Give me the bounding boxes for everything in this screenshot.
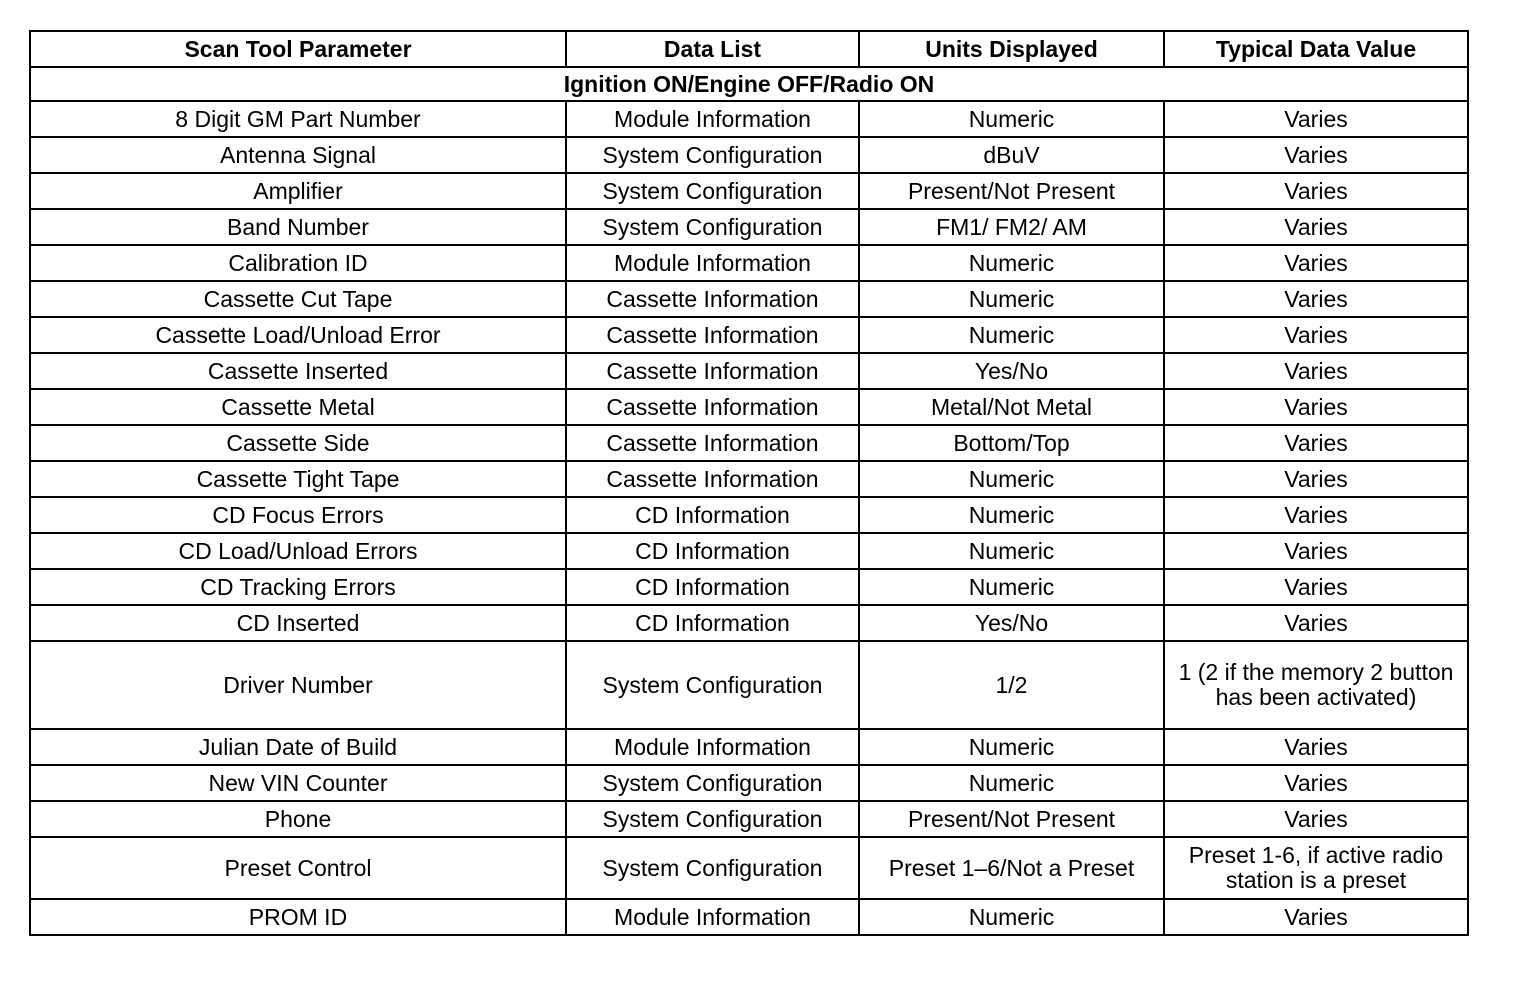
cell-scan-tool-parameter: Cassette Side [30, 425, 566, 461]
table-row [30, 729, 1468, 765]
scan-tool-data-table-container [29, 30, 1467, 936]
cell-typical-data-value: Varies [1164, 173, 1468, 209]
cell-data-list: CD Information [566, 605, 859, 641]
cell-data-list: Cassette Information [566, 425, 859, 461]
cell-data-list: System Configuration [566, 801, 859, 837]
cell-units-displayed: Metal/Not Metal [859, 389, 1164, 425]
cell-typical-data-value: Varies [1164, 605, 1468, 641]
cell-data-list: Module Information [566, 101, 859, 137]
cell-data-list: Cassette Information [566, 461, 859, 497]
header-scan-tool-parameter: Scan Tool Parameter [30, 31, 566, 67]
cell-units-displayed: Numeric [859, 317, 1164, 353]
table-row [30, 461, 1468, 497]
cell-units-displayed: Present/Not Present [859, 173, 1164, 209]
cell-units-displayed: Numeric [859, 497, 1164, 533]
cell-scan-tool-parameter: PROM ID [30, 899, 566, 935]
cell-scan-tool-parameter: 8 Digit GM Part Number [30, 101, 566, 137]
table-row [30, 801, 1468, 837]
cell-units-displayed: Numeric [859, 101, 1164, 137]
table-row [30, 281, 1468, 317]
cell-data-list: System Configuration [566, 837, 859, 899]
cell-typical-data-value: Varies [1164, 533, 1468, 569]
header-units-displayed: Units Displayed [859, 31, 1164, 67]
table-row [30, 101, 1468, 137]
table-row [30, 353, 1468, 389]
cell-typical-data-value: Varies [1164, 899, 1468, 935]
table-row [30, 899, 1468, 935]
cell-scan-tool-parameter: CD Tracking Errors [30, 569, 566, 605]
table-row [30, 425, 1468, 461]
cell-scan-tool-parameter: Cassette Inserted [30, 353, 566, 389]
cell-typical-data-value: Varies [1164, 765, 1468, 801]
table-row [30, 245, 1468, 281]
cell-units-displayed: Numeric [859, 899, 1164, 935]
cell-scan-tool-parameter: New VIN Counter [30, 765, 566, 801]
cell-typical-data-value: Varies [1164, 353, 1468, 389]
cell-data-list: Module Information [566, 899, 859, 935]
cell-typical-data-value: Varies [1164, 425, 1468, 461]
cell-data-list: CD Information [566, 533, 859, 569]
table-row [30, 765, 1468, 801]
table-row [30, 605, 1468, 641]
cell-units-displayed: 1/2 [859, 641, 1164, 729]
cell-units-displayed: Preset 1–6/Not a Preset [859, 837, 1164, 899]
cell-scan-tool-parameter: CD Load/Unload Errors [30, 533, 566, 569]
cell-units-displayed: Yes/No [859, 353, 1164, 389]
cell-typical-data-value: Varies [1164, 137, 1468, 173]
cell-units-displayed: dBuV [859, 137, 1164, 173]
cell-typical-data-value: 1 (2 if the memory 2 button has been activated) [1164, 641, 1468, 729]
header-row [30, 31, 1468, 67]
table-body [30, 101, 1468, 935]
table-row [30, 209, 1468, 245]
cell-units-displayed: Numeric [859, 461, 1164, 497]
cell-typical-data-value: Varies [1164, 389, 1468, 425]
cell-scan-tool-parameter: Julian Date of Build [30, 729, 566, 765]
cell-scan-tool-parameter: Amplifier [30, 173, 566, 209]
cell-units-displayed: Numeric [859, 281, 1164, 317]
cell-scan-tool-parameter: CD Inserted [30, 605, 566, 641]
cell-typical-data-value: Preset 1-6, if active radio station is a preset [1164, 837, 1468, 899]
cell-data-list: Cassette Information [566, 317, 859, 353]
cell-scan-tool-parameter: Calibration ID [30, 245, 566, 281]
cell-scan-tool-parameter: Preset Control [30, 837, 566, 899]
cell-scan-tool-parameter: CD Focus Errors [30, 497, 566, 533]
cell-units-displayed: Bottom/Top [859, 425, 1164, 461]
cell-scan-tool-parameter: Band Number [30, 209, 566, 245]
cell-data-list: System Configuration [566, 137, 859, 173]
cell-typical-data-value: Varies [1164, 281, 1468, 317]
table-row [30, 389, 1468, 425]
table-row [30, 137, 1468, 173]
cell-data-list: Cassette Information [566, 353, 859, 389]
table-row [30, 497, 1468, 533]
table-row [30, 837, 1468, 899]
cell-scan-tool-parameter: Driver Number [30, 641, 566, 729]
cell-data-list: System Configuration [566, 173, 859, 209]
cell-typical-data-value: Varies [1164, 317, 1468, 353]
cell-typical-data-value: Varies [1164, 209, 1468, 245]
cell-typical-data-value: Varies [1164, 245, 1468, 281]
cell-typical-data-value: Varies [1164, 497, 1468, 533]
cell-data-list: Cassette Information [566, 281, 859, 317]
cell-data-list: CD Information [566, 569, 859, 605]
cell-units-displayed: Numeric [859, 245, 1164, 281]
table-row [30, 569, 1468, 605]
header-typical-data-value: Typical Data Value [1164, 31, 1468, 67]
cell-units-displayed: Numeric [859, 729, 1164, 765]
header-data-list: Data List [566, 31, 859, 67]
cell-data-list: Module Information [566, 729, 859, 765]
cell-units-displayed: Numeric [859, 533, 1164, 569]
table-row [30, 533, 1468, 569]
cell-typical-data-value: Varies [1164, 101, 1468, 137]
cell-data-list: System Configuration [566, 209, 859, 245]
cell-data-list: System Configuration [566, 765, 859, 801]
cell-units-displayed: Numeric [859, 765, 1164, 801]
cell-data-list: Cassette Information [566, 389, 859, 425]
cell-data-list: CD Information [566, 497, 859, 533]
table-row [30, 173, 1468, 209]
cell-data-list: Module Information [566, 245, 859, 281]
cell-typical-data-value: Varies [1164, 569, 1468, 605]
cell-scan-tool-parameter: Cassette Tight Tape [30, 461, 566, 497]
cell-typical-data-value: Varies [1164, 461, 1468, 497]
cell-scan-tool-parameter: Phone [30, 801, 566, 837]
cell-units-displayed: Present/Not Present [859, 801, 1164, 837]
cell-typical-data-value: Varies [1164, 729, 1468, 765]
cell-units-displayed: FM1/ FM2/ AM [859, 209, 1164, 245]
cell-scan-tool-parameter: Cassette Metal [30, 389, 566, 425]
cell-scan-tool-parameter: Cassette Cut Tape [30, 281, 566, 317]
table-row [30, 641, 1468, 729]
table-row [30, 317, 1468, 353]
cell-units-displayed: Numeric [859, 569, 1164, 605]
scan-tool-data-table [29, 30, 1469, 936]
cell-scan-tool-parameter: Antenna Signal [30, 137, 566, 173]
section-row [30, 67, 1468, 101]
section-title: Ignition ON/Engine OFF/Radio ON [30, 67, 1468, 101]
cell-data-list: System Configuration [566, 641, 859, 729]
cell-units-displayed: Yes/No [859, 605, 1164, 641]
cell-typical-data-value: Varies [1164, 801, 1468, 837]
cell-scan-tool-parameter: Cassette Load/Unload Error [30, 317, 566, 353]
